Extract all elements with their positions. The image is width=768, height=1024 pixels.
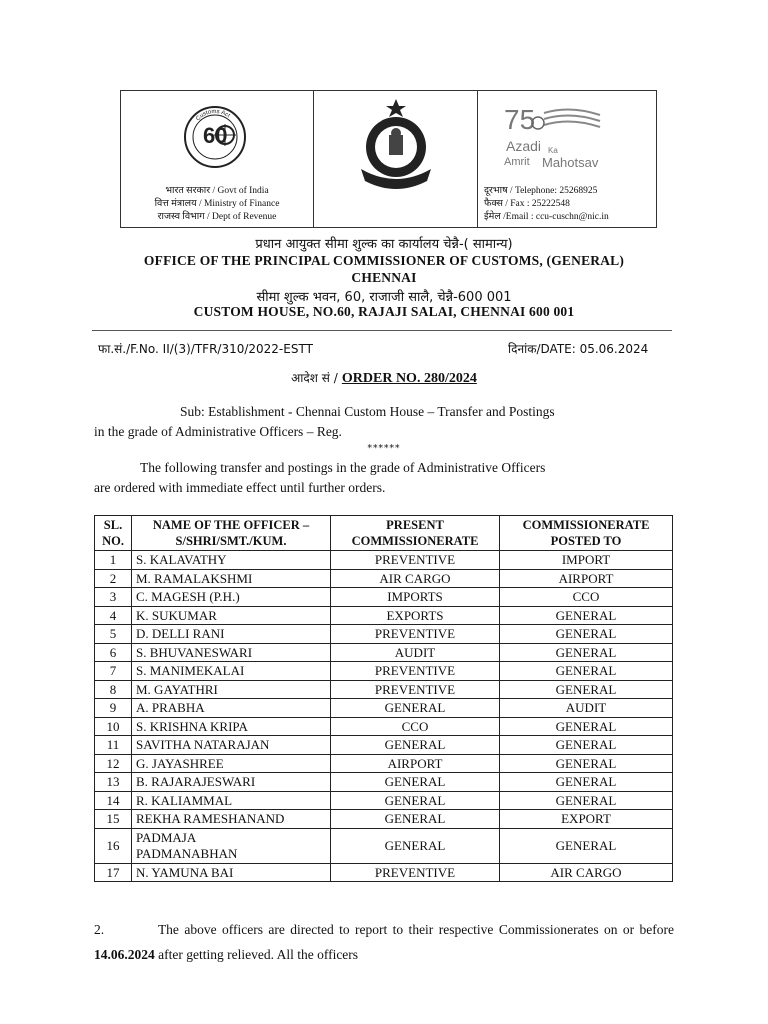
- contact-lines: [484, 185, 609, 224]
- cell-name: PADMAJA PADMANABHAN: [132, 828, 331, 863]
- ministry-line: वित्त मंत्रालय / Ministry of Finance: [154, 199, 280, 209]
- cell-posted: AIRPORT: [500, 569, 673, 588]
- letterhead-center: [313, 91, 478, 227]
- table-row: [95, 736, 673, 755]
- cell-present: GENERAL: [331, 773, 500, 792]
- table-row: [95, 662, 673, 681]
- cell-sl: 12: [95, 754, 132, 773]
- table-row: [95, 810, 673, 829]
- cell-posted: AUDIT: [500, 699, 673, 718]
- para2-text-b: after getting relieved. All the officers: [158, 947, 359, 962]
- cell-sl: 2: [95, 569, 132, 588]
- cell-sl: 13: [95, 773, 132, 792]
- cell-name: S. KRISHNA KRIPA: [132, 717, 331, 736]
- cell-sl: 9: [95, 699, 132, 718]
- cell-name: K. SUKUMAR: [132, 606, 331, 625]
- letterhead-right: [478, 91, 656, 227]
- cell-present: PREVENTIVE: [331, 551, 500, 570]
- ka-word: Ka: [548, 146, 558, 155]
- table-row: [95, 791, 673, 810]
- order-label-hindi: आदेश सं /: [291, 371, 338, 385]
- intro-line-2: are ordered with immediate effect until further orders.: [94, 480, 386, 495]
- cell-posted: GENERAL: [500, 736, 673, 755]
- letterhead-left: [121, 91, 314, 227]
- header-divider: [92, 330, 672, 331]
- cell-sl: 1: [95, 551, 132, 570]
- cell-present: PREVENTIVE: [331, 662, 500, 681]
- table-row: [95, 863, 673, 882]
- cell-sl: 15: [95, 810, 132, 829]
- order-label-english: ORDER NO. 280/2024: [341, 371, 477, 386]
- cell-present: PREVENTIVE: [331, 625, 500, 644]
- cell-sl: 6: [95, 643, 132, 662]
- cell-present: GENERAL: [331, 828, 500, 863]
- cell-name: REKHA RAMESHANAND: [132, 810, 331, 829]
- cell-present: AIRPORT: [331, 754, 500, 773]
- table-row: [95, 625, 673, 644]
- cell-posted: EXPORT: [500, 810, 673, 829]
- cell-posted: GENERAL: [500, 643, 673, 662]
- cell-sl: 11: [95, 736, 132, 755]
- cell-sl: 7: [95, 662, 132, 681]
- cell-posted: GENERAL: [500, 680, 673, 699]
- cell-name: C. MAGESH (P.H.): [132, 588, 331, 607]
- cell-posted: GENERAL: [500, 754, 673, 773]
- table-row: [95, 588, 673, 607]
- azadi-ka-amrit-mahotsav-logo: [500, 101, 620, 171]
- cell-posted: CCO: [500, 588, 673, 607]
- para2-text-a: The above officers are directed to report to their respective Commissionerates on or before: [157, 922, 675, 937]
- table-header-row: [95, 516, 673, 551]
- cell-present: GENERAL: [331, 810, 500, 829]
- cell-present: AIR CARGO: [331, 569, 500, 588]
- cell-posted: GENERAL: [500, 828, 673, 863]
- cell-sl: 10: [95, 717, 132, 736]
- customs-60-logo: [183, 105, 247, 169]
- office-name-hindi: प्रधान आयुक्त सीमा शुल्क का कार्यालय चेन्नै-( सामान्य): [255, 237, 513, 252]
- cell-posted: GENERAL: [500, 773, 673, 792]
- svg-text:75: 75: [504, 104, 536, 135]
- cell-name: B. RAJARAJESWARI: [132, 773, 331, 792]
- table-row: [95, 606, 673, 625]
- table-row: [95, 773, 673, 792]
- cell-name: R. KALIAMMAL: [132, 791, 331, 810]
- header-posted: COMMISSIONERATE POSTED TO: [500, 516, 673, 551]
- cell-posted: AIR CARGO: [500, 863, 673, 882]
- header-present: PRESENT COMMISSIONERATE: [331, 516, 500, 551]
- cell-sl: 5: [95, 625, 132, 644]
- cell-present: GENERAL: [331, 699, 500, 718]
- cell-present: PREVENTIVE: [331, 680, 500, 699]
- cell-present: GENERAL: [331, 791, 500, 810]
- office-name-english: OFFICE OF THE PRINCIPAL COMMISSIONER OF CUSTOMS, (GENERAL): [143, 253, 625, 268]
- cell-name: S. BHUVANESWARI: [132, 643, 331, 662]
- separator-stars: ******: [367, 444, 401, 454]
- file-number: फा.सं./F.No. II/(3)/TFR/310/2022-ESTT: [98, 342, 313, 356]
- cell-present: AUDIT: [331, 643, 500, 662]
- table-row: [95, 754, 673, 773]
- table-row: [95, 699, 673, 718]
- logo-caption: Customs Act: [195, 108, 231, 123]
- intro-line-1: The following transfer and postings in the grade of Administrative Officers: [140, 460, 546, 475]
- cell-posted: IMPORT: [500, 551, 673, 570]
- cell-name: SAVITHA NATARAJAN: [132, 736, 331, 755]
- paragraph-2: [94, 917, 674, 967]
- cell-name: D. DELLI RANI: [132, 625, 331, 644]
- customs-emblem-icon: [353, 97, 439, 193]
- transfer-table: [94, 515, 673, 882]
- subject-line-1: Sub: Establishment - Chennai Custom House – Transfer and Postings: [180, 404, 555, 419]
- cell-posted: GENERAL: [500, 791, 673, 810]
- cell-name: N. YAMUNA BAI: [132, 863, 331, 882]
- amrit-word: Amrit: [504, 156, 530, 168]
- ministry-lines: [127, 185, 307, 224]
- table-row: [95, 569, 673, 588]
- letterhead-box: [120, 90, 657, 228]
- dept-line: राजस्व विभाग / Dept of Revenue: [157, 212, 277, 222]
- cell-sl: 17: [95, 863, 132, 882]
- cell-sl: 8: [95, 680, 132, 699]
- order-number: [0, 369, 768, 387]
- cell-sl: 4: [95, 606, 132, 625]
- table-row: [95, 551, 673, 570]
- cell-name: G. JAYASHREE: [132, 754, 331, 773]
- cell-sl: 14: [95, 791, 132, 810]
- cell-present: IMPORTS: [331, 588, 500, 607]
- cell-posted: GENERAL: [500, 662, 673, 681]
- header-name: NAME OF THE OFFICER – S/SHRI/SMT./KUM.: [132, 516, 331, 551]
- office-address-hindi: सीमा शुल्क भवन, 60, राजाजी सालै, चेन्नै-600 001: [256, 290, 512, 305]
- table-row: [95, 680, 673, 699]
- order-date: दिनांक/DATE: 05.06.2024: [508, 342, 649, 356]
- cell-present: EXPORTS: [331, 606, 500, 625]
- cell-name: S. MANIMEKALAI: [132, 662, 331, 681]
- logo-60-text: 60: [203, 123, 228, 148]
- cell-posted: GENERAL: [500, 625, 673, 644]
- cell-present: CCO: [331, 717, 500, 736]
- telephone-line: दूरभाष / Telephone: 25268925: [484, 186, 598, 196]
- office-city: CHENNAI: [351, 270, 417, 285]
- email-line: ईमेल /Email : ccu-cuschn@nic.in: [484, 212, 609, 222]
- cell-present: PREVENTIVE: [331, 863, 500, 882]
- cell-sl: 16: [95, 828, 132, 863]
- cell-name: M. GAYATHRI: [132, 680, 331, 699]
- fax-line: फैक्स / Fax : 25222548: [484, 199, 570, 209]
- cell-present: GENERAL: [331, 736, 500, 755]
- table-row: [95, 828, 673, 863]
- govt-line: भारत सरकार / Govt of India: [165, 186, 269, 196]
- azadi-word: Azadi: [506, 138, 542, 154]
- cell-name: S. KALAVATHY: [132, 551, 331, 570]
- para2-report-date: 14.06.2024: [94, 947, 155, 962]
- header-sl: SL. NO.: [95, 516, 132, 551]
- cell-posted: GENERAL: [500, 717, 673, 736]
- cell-sl: 3: [95, 588, 132, 607]
- cell-name: M. RAMALAKSHMI: [132, 569, 331, 588]
- subject-line-2: in the grade of Administrative Officers – Reg.: [94, 424, 342, 439]
- table-row: [95, 717, 673, 736]
- office-address-english: CUSTOM HOUSE, NO.60, RAJAJI SALAI, CHENNAI 600 001: [193, 304, 575, 319]
- para2-number: 2.: [94, 922, 105, 937]
- cell-posted: GENERAL: [500, 606, 673, 625]
- mahotsav-word: Mahotsav: [542, 155, 599, 170]
- cell-name: A. PRABHA: [132, 699, 331, 718]
- table-row: [95, 643, 673, 662]
